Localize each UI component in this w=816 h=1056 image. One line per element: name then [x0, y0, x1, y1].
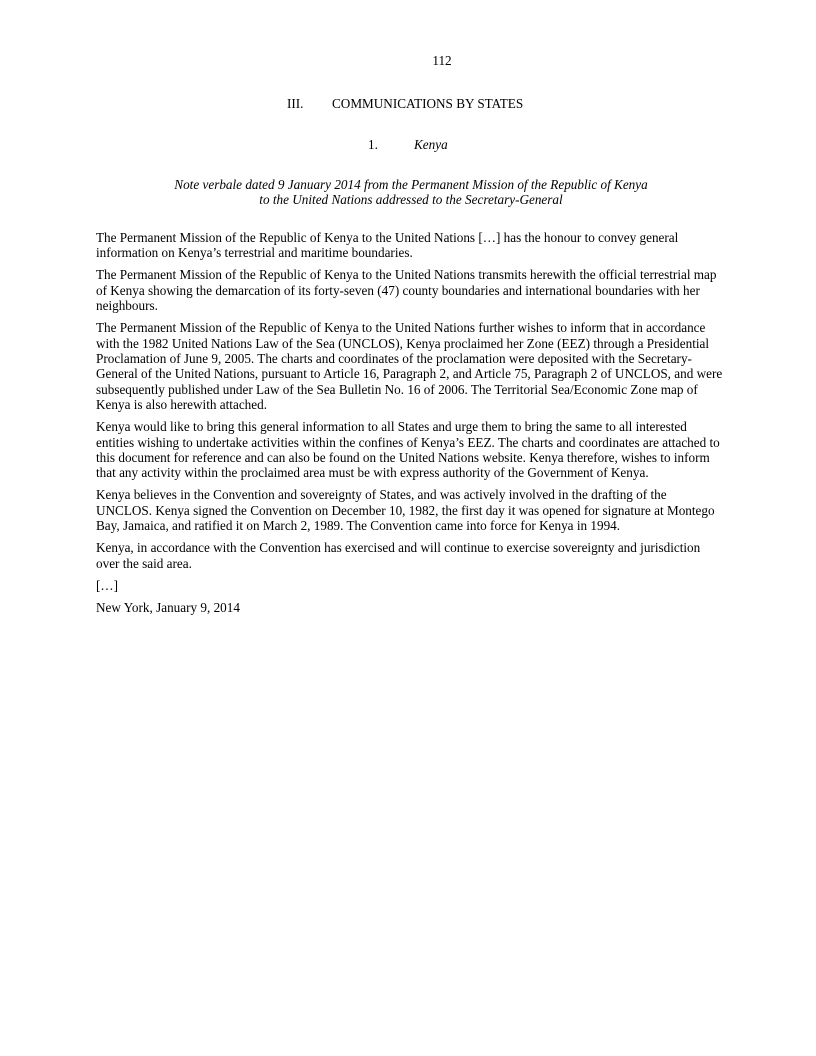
section-title: COMMUNICATIONS BY STATES: [332, 96, 524, 111]
paragraph-intro: The Permanent Mission of the Republic of Kenya to the United Nations […] has the honour to convey general information on Kenya’s terrestrial and maritime boundaries.: [96, 230, 679, 261]
place-and-date: New York, January 9, 2014: [96, 599, 240, 615]
paragraph-sovereignty: Kenya, in accordance with the Convention has exercised and will continue to exercise sovereignty and jurisdiction over the said area.: [96, 540, 701, 571]
section-number: III.: [287, 96, 304, 111]
section-heading: [287, 96, 523, 111]
subsection-title: Kenya: [414, 137, 448, 152]
paragraph-unclos-proclamation: The Permanent Mission of the Republic of Kenya to the United Nations further wishes to inform that in accordance with the 1982 United Nations Law of the Sea (UNCLOS), Kenya proclaimed her Zone (EEZ) through a Presidential Proclamation of June 9, 2005. The charts and coordinates of the proclamation were deposited with the Secretary-General of the United Nations, pursuant to Article 16, Paragraph 2, and Article 75, Paragraph 2 of UNCLOS, and were subsequently published under Law of the Sea Bulletin No. 16 of 2006. The Territorial Sea/Economic Zone map of Kenya is also herewith attached.: [96, 320, 723, 413]
page-number: 112: [432, 53, 452, 68]
note-verbale-title: [96, 177, 726, 208]
note-body: [96, 230, 724, 622]
paragraph-terrestrial-map: The Permanent Mission of the Republic of Kenya to the United Nations transmits herewith the official terrestrial map of Kenya showing the demarcation of its forty-seven (47) county boundaries and international boundaries with her neighbours.: [96, 267, 717, 314]
subsection-heading: [368, 137, 448, 152]
paragraph-convention-history: Kenya believes in the Convention and sovereignty of States, and was actively involved in the drafting of the UNCLOS. Kenya signed the Convention on December 10, 1982, the first day it was opened for signature at Montego Bay, Jamaica, and ratified it on March 2, 1989. The Convention came into force for Kenya in 1994.: [96, 487, 715, 534]
paragraph-omission: […]: [96, 577, 118, 593]
subsection-number: 1.: [368, 137, 378, 152]
paragraph-eez-activities: Kenya would like to bring this general information to all States and urge them to bring the same to all interested entities wishing to undertake activities within the confines of Kenya’s EEZ. The charts and coordinates are attached to this document for reference and can also be found on the United Nations website. Kenya therefore, wishes to inform that any activity within the proclaimed area must be with express authority of the Government of Kenya.: [96, 419, 720, 481]
note-title-line-1: Note verbale dated 9 January 2014 from the Permanent Mission of the Republic of Kenya: [174, 177, 648, 192]
note-title-line-2: to the United Nations addressed to the Secretary-General: [259, 192, 563, 208]
